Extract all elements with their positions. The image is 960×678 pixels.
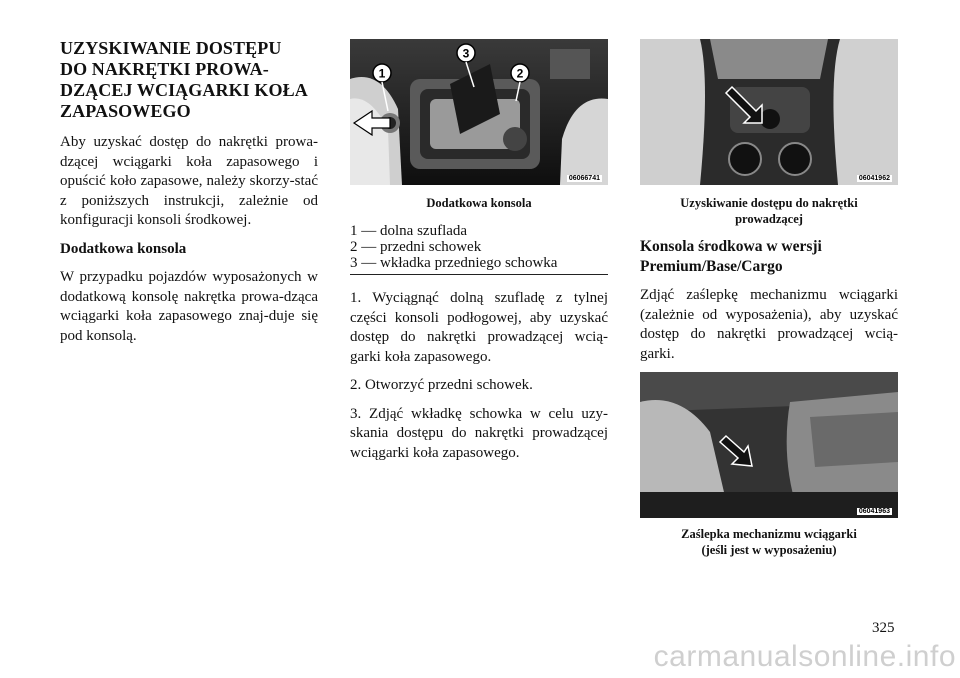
figure-code: 06041962 — [858, 175, 890, 182]
step-1: 1. Wyciągnąć dolną szufladę z tylnej części konsoli podłogowej, aby uzyskać dostęp do nakrętki prowadzącej wcią-garki koła zapasowego. — [350, 290, 608, 365]
section-heading — [60, 38, 318, 122]
figure-code: 06066741 — [568, 175, 600, 182]
intro-paragraph: Aby uzyskać dostęp do nakrętki prowa-dzącej wciągarki koła zapasowego i opuścić koło zapasowe, należy skorzy-stać z poniższych instrukcji, zależnie od konfiguracji konsoli środkowej. — [60, 134, 318, 228]
step-3: 3. Zdjąć wkładkę schowka w celu uzy-skania dostępu do nakrętki prowadzącej wciągarki koła zapasowego. — [350, 405, 608, 461]
left-column — [60, 0, 318, 346]
legend-item: 2 — przedni schowek — [350, 239, 482, 255]
console-photo-illustration — [350, 39, 608, 185]
caption-line: prowadzącej — [735, 212, 803, 226]
caption-line: Uzyskiwanie dostępu do nakrętki — [680, 196, 858, 210]
legend-item: 3 — wkładka przedniego schowka — [350, 255, 558, 271]
middle-column — [350, 0, 608, 463]
callout-3-label: 3 — [462, 46, 470, 61]
winch-cover-photo — [640, 372, 898, 518]
premium-console-paragraph: Zdjąć zaślepkę mechanizmu wciągarki (zależnie od wyposażenia), aby uzyskać dostęp do nakrętki prowadzącej wcią-garki. — [640, 287, 898, 362]
caption-line: (jeśli jest w wyposażeniu) — [701, 543, 837, 557]
figure-legend — [350, 223, 608, 271]
callout-1-label: 1 — [378, 66, 386, 81]
heading-line: DO NAKRĘTKI PROWA- — [60, 59, 269, 79]
legend-divider — [350, 274, 608, 275]
winch-cover-illustration — [640, 372, 898, 518]
figure-code: 06041963 — [858, 508, 890, 515]
subheading-line: Premium/Base/Cargo — [640, 258, 783, 275]
watermark: carmanualsonline.info — [653, 640, 956, 673]
figure-caption: Dodatkowa konsola — [426, 196, 532, 210]
page-number: 325 — [872, 620, 895, 636]
right-column — [640, 0, 898, 558]
center-console-photo — [640, 39, 898, 185]
subheading-line: Konsola środkowa w wersji — [640, 238, 822, 255]
subheading-premium-console — [640, 237, 898, 277]
subheading-additional-console: Dodatkowa konsola — [60, 240, 187, 257]
figure-caption-winch-cover — [640, 526, 898, 558]
heading-line: DZĄCEJ WCIĄGARKI KOŁA — [60, 80, 308, 100]
heading-line: UZYSKIWANIE DOSTĘPU — [60, 38, 282, 58]
console-photo — [350, 39, 608, 185]
center-console-illustration — [640, 39, 898, 185]
heading-line: ZAPASOWEGO — [60, 101, 191, 121]
legend-item: 1 — dolna szuflada — [350, 223, 468, 239]
additional-console-paragraph: W przypadku pojazdów wyposażonych w dodatkową konsolę nakrętka prowa-dząca wciągarki koła zapasowego znaj-duje się pod konsolą. — [60, 269, 318, 344]
step-2: 2. Otworzyć przedni schowek. — [350, 377, 533, 393]
callout-2-label: 2 — [516, 66, 524, 81]
figure-caption-access — [640, 195, 898, 227]
caption-line: Zaślepka mechanizmu wciągarki — [681, 527, 857, 541]
